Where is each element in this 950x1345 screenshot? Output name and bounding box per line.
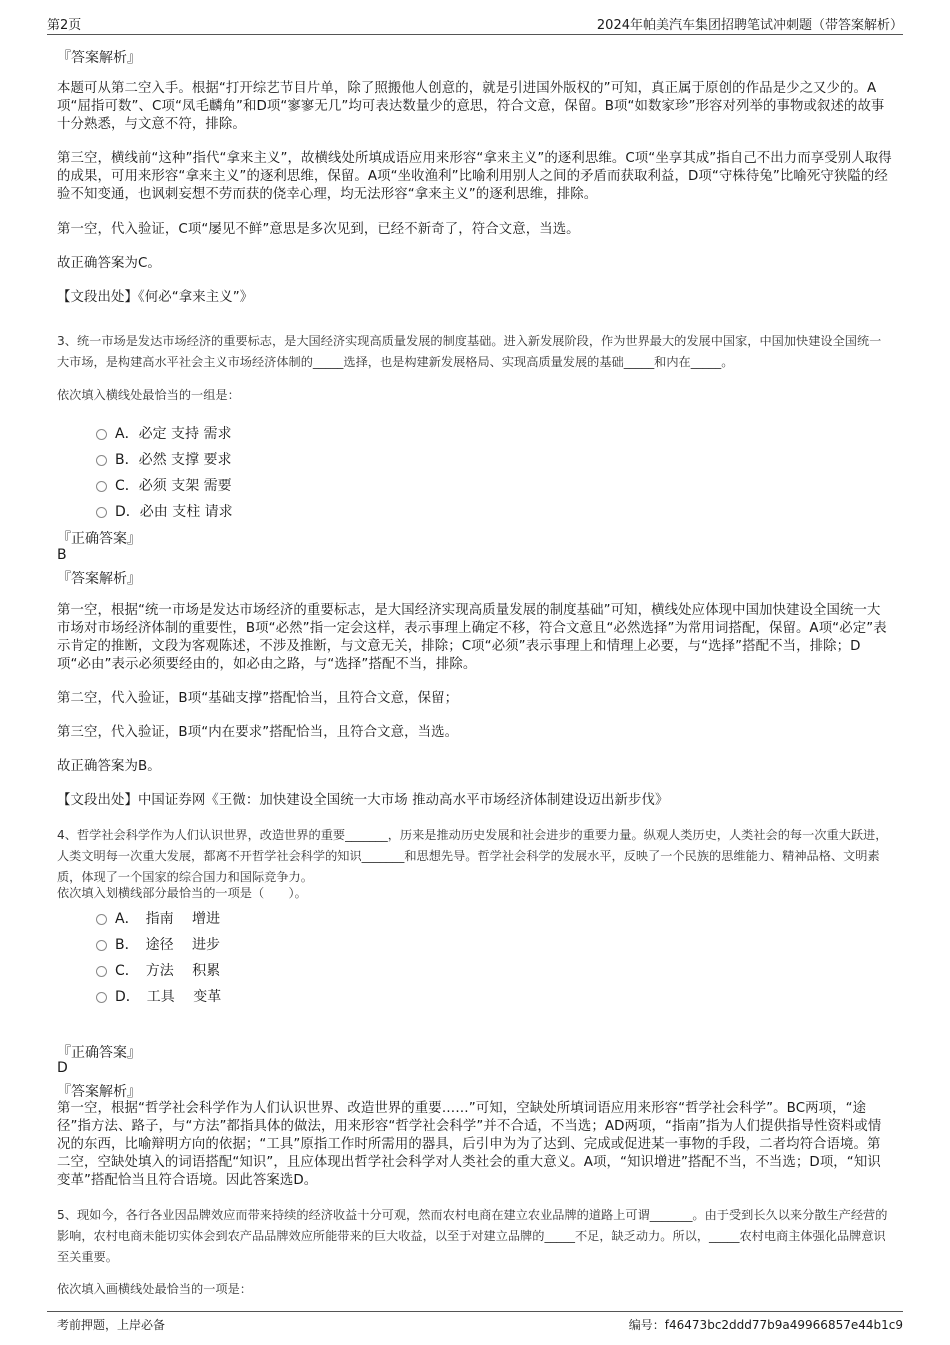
- analysis-label: 『答案解析』: [57, 571, 141, 587]
- analysis-paragraph: 第一空，根据“哲学社会科学作为人们认识世界、改造世界的重要……”可知，空缺处所填词语应用来形容“哲学社会科学”。BC两项，“途径”指方法、路子，与“方法”都指具体的做法，用来形容“哲学社会科学”并不合适，不当选；AD两项，“指南”指为人们提供指导性资料或情况的东西，比喻辩明方向的依据；“工具”原指工作时所需用的器具，后引申为为了达到、完成或促进某一事物的手段，二者均符合语境。第二空，空缺处填入的词语搭配“知识”，且应体现出哲学社会科学对人类社会的重大意义。A项，“知识增进”搭配不当，不当选；D项，“知识变革”搭配恰当且符合语境。因此答案选D。: [57, 1101, 882, 1188]
- correct-answer-label: 『正确答案』: [57, 1045, 141, 1061]
- answer-statement: 故正确答案为C。: [57, 256, 161, 271]
- option-a[interactable]: A．必定 支持 需求: [96, 423, 231, 443]
- analysis-paragraph: 第三空，代入验证，B项“内在要求”搭配恰当，且符合文意，当选。: [57, 725, 459, 740]
- option-c[interactable]: C．必须 支架 需要: [96, 475, 232, 495]
- radio-icon[interactable]: [96, 914, 107, 925]
- analysis-paragraph: 第一空，代入验证，C项“屡见不鲜”意思是多次见到，已经不新奇了，符合文意，当选。: [57, 222, 580, 237]
- question-stem: 4、哲学社会科学作为人们认识世界，改造世界的重要_______，历来是推动历史发展和社会进步的重要力量。纵观人类历史，人类社会的每一次重大跃进，人类文明每一次重大发展，都离不开哲学社会科学的知识_______和思想先导。哲学社会科学的发展水平，反映了一个民族的思维能力、精神品格、文明素质，体现了一个国家的综合国力和国际竞争力。: [57, 828, 888, 884]
- source-citation: 【文段出处】中国证券网《王微：加快建设全国统一大市场 推动高水平市场经济体制建设迈出新步伐》: [57, 793, 669, 808]
- analysis-paragraph: 第一空，根据“统一市场是发达市场经济的重要标志，是大国经济实现高质量发展的制度基础”可知，横线处应体现中国加快建设全国统一大市场对市场经济体制的重要性，B项“必然”指一定会这样，表示事理上确定不移，符合文意且“必然选择”为常用词搭配，保留。A项“必定”表示肯定的推断，文段为客观陈述，不涉及推断，与文意无关，排除；C项“必须”表示事理上和情理上必要，与“选择”搭配不当，排除；D项“必由”表示必须要经由的，如必由之路，与“选择”搭配不当，排除。: [57, 603, 887, 672]
- document-id: 编号：f46473bc2ddd77b9a49966857e44b1c9: [628, 1318, 903, 1332]
- option-a[interactable]: A． 指南 增进: [96, 908, 220, 928]
- option-c[interactable]: C． 方法 积累: [96, 960, 220, 980]
- radio-icon[interactable]: [96, 966, 107, 977]
- option-b[interactable]: B．必然 支撑 要求: [96, 449, 232, 469]
- option-d[interactable]: D． 工具 变革: [96, 986, 221, 1006]
- analysis-paragraph: 本题可从第二空入手。根据“打开综艺节目片单，除了照搬他人创意的，就是引进国外版权的”可知，真正属于原创的作品是少之又少的。A项“屈指可数”、C项“凤毛麟角”和D项“寥寥无几”均可表达数量少的意思，符合文意，保留。B项“如数家珍”形容对列举的事物或叙述的故事十分熟悉，与文意不符，排除。: [57, 81, 885, 132]
- analysis-label: 『答案解析』: [57, 50, 141, 66]
- footer-slogan: 考前押题，上岸必备: [57, 1318, 166, 1332]
- answer-statement: 故正确答案为B。: [57, 759, 161, 774]
- source-citation: 【文段出处】《何必“拿来主义”》: [57, 290, 254, 305]
- question-prompt: 依次填入划横线部分最恰当的一项是（ ）。: [57, 886, 307, 900]
- radio-icon[interactable]: [96, 455, 107, 466]
- question-prompt: 依次填入画横线处最恰当的一项是：: [57, 1282, 252, 1296]
- correct-answer-label: 『正确答案』: [57, 531, 141, 547]
- option-b[interactable]: B． 途径 进步: [96, 934, 220, 954]
- correct-answer: D: [57, 1060, 68, 1076]
- analysis-paragraph: 第二空，代入验证，B项“基础支撑”搭配恰当，且符合文意，保留；: [57, 691, 459, 706]
- page-number: 第2页: [47, 18, 82, 33]
- correct-answer: B: [57, 547, 67, 563]
- page-header: [47, 12, 903, 35]
- question-stem: 5、现如今，各行各业因品牌效应而带来持续的经济收益十分可观，然而农村电商在建立农业品牌的道路上可谓_______。由于受到长久以来分散生产经营的影响，农村电商未能切实体会到农产品品牌效应所能带来的巨大收益，以至于对建立品牌的_____不足，缺乏动力。所以，_____农村电商主体强化品牌意识至关重要。: [57, 1208, 888, 1264]
- radio-icon[interactable]: [96, 429, 107, 440]
- document-title: 2024年帕美汽车集团招聘笔试冲刺题（带答案解析）: [596, 18, 903, 33]
- option-d[interactable]: D．必由 支柱 请求: [96, 501, 233, 521]
- radio-icon[interactable]: [96, 507, 107, 518]
- analysis-label: 『答案解析』: [57, 1084, 141, 1100]
- page-footer: [47, 1311, 903, 1336]
- radio-icon[interactable]: [96, 481, 107, 492]
- analysis-paragraph: 第三空，横线前“这种”指代“拿来主义”，故横线处所填成语应用来形容“拿来主义”的逐利思维。C项“坐享其成”指自己不出力而享受别人取得的成果，可用来形容“拿来主义”的逐利思维，保留。A项“坐收渔利”比喻利用别人之间的矛盾而获取利益，D项“守株待兔”比喻死守狭隘的经验不知变通，也讽刺妄想不劳而获的侥幸心理，均无法形容“拿来主义”的逐利思维，排除。: [57, 151, 892, 202]
- radio-icon[interactable]: [96, 992, 107, 1003]
- radio-icon[interactable]: [96, 940, 107, 951]
- question-prompt: 依次填入横线处最恰当的一组是：: [57, 388, 240, 402]
- question-stem: 3、统一市场是发达市场经济的重要标志，是大国经济实现高质量发展的制度基础。进入新发展阶段，作为世界最大的发展中国家，中国加快建设全国统一大市场，是构建高水平社会主义市场经济体制的_____选择，也是构建新发展格局、实现高质量发展的基础_____和内在_____。: [57, 334, 882, 369]
